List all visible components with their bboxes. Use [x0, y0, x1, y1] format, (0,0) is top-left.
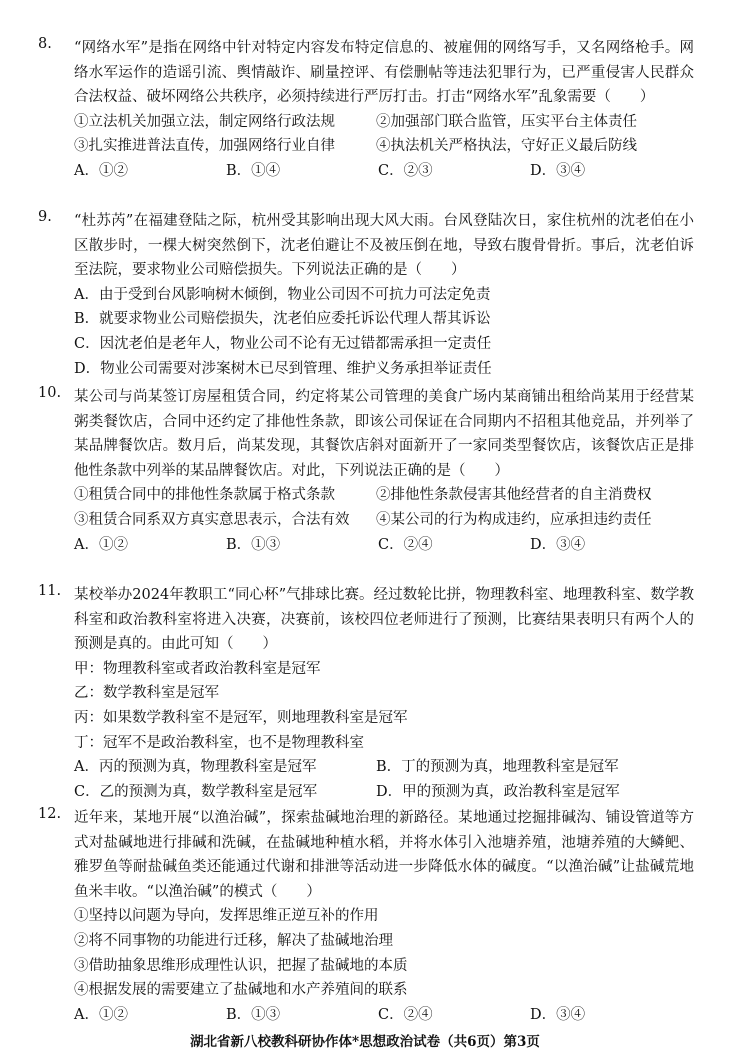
page-footer: 湖北省新八校教科研协作体*思想政治试卷（共6页）第3页: [190, 1034, 540, 1050]
statement-3: ③借助抽象思维形成理性认识，把握了盐碱地的本质: [74, 957, 408, 974]
question-number: 10.: [38, 385, 62, 401]
question-10: [38, 385, 694, 557]
question-stem: 近年来，某地开展“以渔治碱”，探索盐碱地治理的新路径。某地通过挖掘排碱沟、铺设管道等方式对盐碱地进行排碱和洗碱，在盐碱地种植水稻，并将水体引入池塘养殖，池塘养殖的大鳞鲃、雅罗鱼等耐盐碱鱼类还能通过代谢和排泄等活动进一步降低水体的碱度。“以渔治碱”让盐碱荒地鱼米丰收。“以渔治碱”的模式（ ）: [74, 810, 694, 900]
option-d: D．③④: [530, 1006, 586, 1023]
statement-3: ③租赁合同系双方真实意思表示，合法有效: [74, 511, 350, 528]
question-9: [38, 209, 694, 381]
option-a: A．由于受到台风影响树木倾倒，物业公司因不可抗力可法定免责: [74, 286, 491, 303]
option-c: C．②④: [378, 1006, 433, 1023]
statement-4: ④根据发展的需要建立了盐碱地和水产养殖间的联系: [74, 982, 408, 999]
prediction-yi: 乙：数学教科室是冠军: [74, 685, 219, 702]
question-number: 9.: [38, 209, 52, 225]
option-d: D．甲的预测为真，政治教科室是冠军: [376, 783, 620, 800]
options-row: [74, 533, 694, 558]
question-stem: 某校举办2024年教职工“同心杯”气排球比赛。经过数轮比拼，物理教科室、地理教科室、数学教科室和政治教科室将进入决赛，决赛前，该校四位老师进行了预测，比赛结果表明只有两个人的预测是真的。由此可知（ ）: [74, 587, 694, 653]
option-a: A．①②: [74, 1006, 128, 1023]
statement-2: ②加强部门联合监管，压实平台主体责任: [376, 113, 637, 130]
option-d: D．物业公司需要对涉案树木已尽到管理、维护义务承担举证责任: [74, 360, 492, 377]
option-b: B．①③: [226, 536, 281, 553]
options-row: [74, 780, 694, 805]
option-b: B．就要求物业公司赔偿损失，沈老伯应委托诉讼代理人帮其诉讼: [74, 311, 491, 328]
question-number: 12.: [38, 806, 62, 822]
option-c: C．②④: [378, 536, 433, 553]
option-d: D．③④: [530, 536, 586, 553]
statement-2: ②排他性条款侵害其他经营者的自主消费权: [376, 487, 652, 504]
question-8: [38, 36, 694, 184]
question-number: 11.: [38, 583, 62, 599]
option-d: D．③④: [530, 162, 586, 179]
statement-row: [74, 483, 694, 508]
statement-row: [74, 110, 694, 135]
option-b: B．丁的预测为真，地理教科室是冠军: [376, 759, 619, 776]
statement-4: ④执法机关严格执法，守好正义最后防线: [376, 138, 637, 155]
option-a: A．①②: [74, 162, 128, 179]
option-c: C．因沈老伯是老年人，物业公司不论有无过错都需承担一定责任: [74, 335, 492, 352]
prediction-jia: 甲：物理教科室或者政治教科室是冠军: [74, 660, 321, 677]
statement-1: ①租赁合同中的排他性条款属于格式条款: [74, 487, 335, 504]
options-row: [74, 755, 694, 780]
options-row: [74, 159, 694, 184]
statement-1: ①立法机关加强立法，制定网络行政法规: [74, 113, 335, 130]
question-11: [38, 583, 694, 804]
option-b: B．①③: [226, 1006, 281, 1023]
prediction-bing: 丙：如果数学教科室不是冠军，则地理教科室是冠军: [74, 709, 408, 726]
question-number: 8.: [38, 36, 52, 52]
question-stem: “网络水军”是指在网络中针对特定内容发布特定信息的、被雇佣的网络写手，又名网络枪手。网络水军运作的造谣引流、舆情敲诈、刷量控评、有偿删帖等违法犯罪行为，已严重侵害人民群众合法权益、破坏网络公共秩序，必须持续进行严厉打击。打击“网络水军”乱象需要（ ）: [74, 40, 694, 106]
option-a: A．丙的预测为真，物理教科室是冠军: [74, 759, 317, 776]
question-stem: 某公司与尚某签订房屋租赁合同，约定将某公司管理的美食广场内某商铺出租给尚某用于经营某粥类餐饮店，合同中还约定了排他性条款，即该公司保证在合同期内不招租其他竞品，并列举了某品牌餐饮店。数月后，尚某发现，其餐饮店斜对面新开了一家同类型餐饮店，该餐饮店正是排他性条款中列举的某品牌餐饮店。对此，下列说法正确的是（ ）: [74, 389, 694, 479]
question-stem: “杜苏芮”在福建登陆之际，杭州受其影响出现大风大雨。台风登陆次日，家住杭州的沈老伯在小区散步时，一棵大树突然倒下，沈老伯避让不及被压倒在地，导致右腹骨骨折。事后，沈老伯诉至法院，要求物业公司赔偿损失。下列说法正确的是（ ）: [74, 213, 694, 279]
prediction-ding: 丁：冠军不是政治教科室，也不是物理教科室: [74, 734, 364, 751]
question-12: [38, 806, 694, 1027]
statement-row: [74, 508, 694, 533]
option-a: A．①②: [74, 536, 128, 553]
statement-row: [74, 134, 694, 159]
statement-3: ③扎实推进普法直传，加强网络行业自律: [74, 138, 335, 155]
statement-4: ④某公司的行为构成违约，应承担违约责任: [376, 511, 652, 528]
option-c: C．②③: [378, 162, 433, 179]
statement-1: ①坚持以问题为导向，发挥思维正逆互补的作用: [74, 908, 379, 925]
option-c: C．乙的预测为真，数学教科室是冠军: [74, 783, 318, 800]
option-b: B．①④: [226, 162, 281, 179]
statement-2: ②将不同事物的功能进行迁移，解决了盐碱地治理: [74, 932, 393, 949]
options-row: [74, 1003, 694, 1028]
